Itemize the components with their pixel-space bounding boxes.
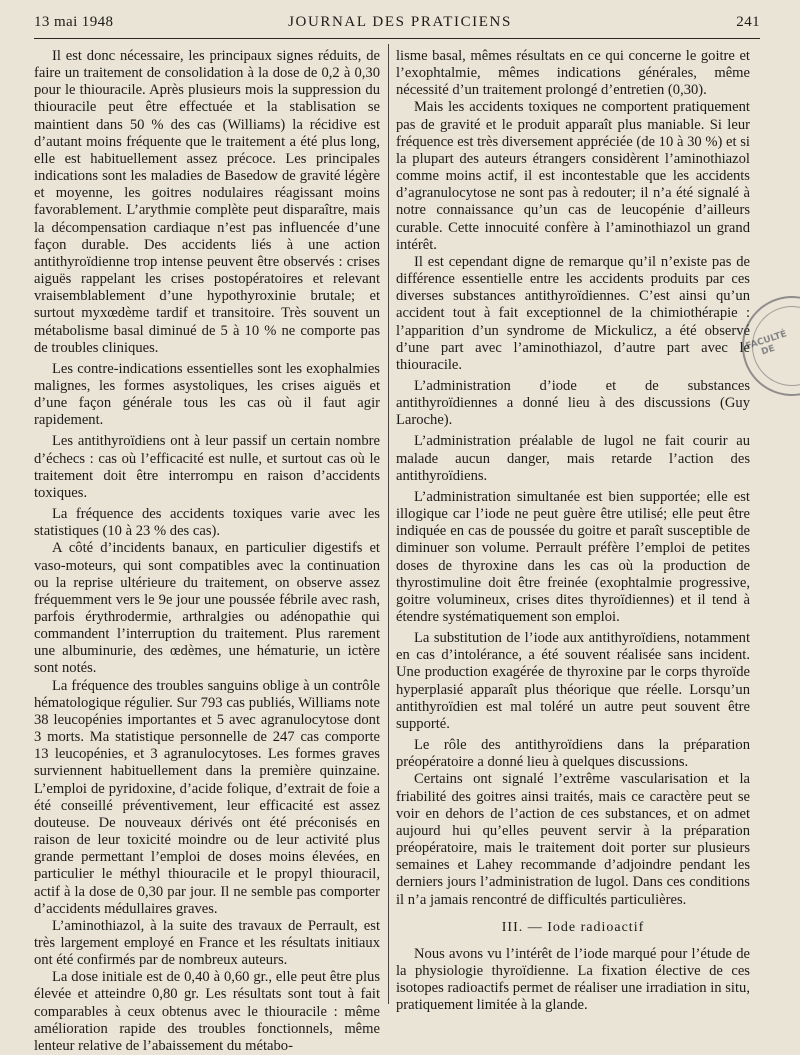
journal-title: JOURNAL DES PRATICIENS: [288, 14, 512, 30]
paragraph: L’administration préalable de lugol ne fait courir au malade aucun danger, mais retarde l’action des antithyroïdiens.: [396, 433, 750, 484]
paragraph: La fréquence des accidents toxiques varie avec les statistiques (10 à 23 % des cas).: [34, 506, 380, 540]
paragraph: Les contre-indications essentielles sont les exophalmies malignes, les formes asystoliques, les crises aiguës et d’une façon générale tous les cas où il faut agir rapidement.: [34, 360, 380, 429]
paragraph: Nous avons vu l’intérêt de l’iode marqué pour l’étude de la physiologie thyroïdienne. La fixation élective de ces isotopes radioactifs permet de réaliser une irradiation in situ, pratiquement limitée à la glande.: [396, 945, 750, 1014]
paragraph: Mais les accidents toxiques ne comportent pratiquement pas de gravité et le produit apparaît plus maniable. Si leur fréquence est très diversement appréciée (de 10 à 30 %) et si la plupart des auteurs étrangers considèrent l’aminothiazol comme moins actif, il est incontestable que les accidents d’agranulocytose ne sont pas à redouter; il n’a été signalé à notre connaissance qu’un cas de leucopénie d’ailleurs curable. Cette innocuité confère à l’aminothiazol un grand intérêt.: [396, 99, 750, 253]
right-column: [396, 48, 750, 1014]
paragraph: L’administration simultanée est bien supportée; elle est illogique car l’iode ne peut guère être utilisé; elle peut être indiquée en cas de poussée du goitre et paraît susceptible de diminuer son volume. Perrault préfère l’emploi de petites doses de thyroxine dans les cas où la production de thyrostimuline doit être freinée (exophtalmie progressive, goitre volumineux, crises dites thyroïdiennes) et il tend à étendre systématiquement son emploi.: [396, 488, 750, 625]
paragraph: Les antithyroïdiens ont à leur passif un certain nombre d’échecs : cas où l’efficacité est nulle, et surtout cas où le traitement doit être interrompu en raison d’accidents toxiques.: [34, 433, 380, 501]
paragraph: lisme basal, mêmes résultats en ce qui concerne le goitre et l’exophtalmie, mêmes indications générales, même nécessité d’un traitement prolongé d’entretien (0,30).: [396, 48, 750, 99]
paragraph: La dose initiale est de 0,40 à 0,60 gr., elle peut être plus élevée et atteindre 0,80 gr. Les résultats sont tout à fait comparables à ceux obtenus avec le thiouracile : même amélioration rapide des troubles fonctionnels, même lenteur relative de l’abaissement du métabo-: [34, 969, 380, 1054]
left-column: [34, 48, 380, 1055]
page-header: [0, 14, 800, 36]
section-heading: III. — Iode radioactif: [501, 919, 645, 935]
paragraph: L’administration d’iode et de substances antithyroïdiennes a donné lieu à des discussions (Guy Laroche).: [396, 377, 750, 429]
paragraph: La substitution de l’iode aux antithyroïdiens, notamment en cas d’intolérance, a été souvent réalisée sans incident. Une production exagérée de thyroxine par le corps thyroïde hyperplasié apparaît plus théorique que réelle. Lorsqu’un antithyroïdien est mal toléré un autre peut souvent être supporté.: [396, 630, 750, 732]
paragraph: La fréquence des troubles sanguins oblige à un contrôle hématologique régulier. Sur 793 cas publiés, Williams note 38 leucopénies importantes et 5 avec agranulocytose dont 3 morts. Ma statistique personnelle de 247 cas comporte 13 leucopénies, et 3 agranulocytoses. Les formes graves surviennent habituellement dans la première quinzaine. L’emploi de pyridoxine, d’acide folique, d’extrait de foie a été conseillé préventivement, leur efficacité est assez douteuse. De nouveaux dérivés ont été préconisés en raison de leur toxicité moindre ou de leur activité plus grande permettant l’emploi de doses moins élevées, en particulier le méthyl thiouracile et le propyl thiouracil, actif à la dose de 0,30 par jour. Il ne semble pas comporter d’accidents médullaires graves.: [34, 677, 380, 917]
header-rule: [34, 38, 760, 39]
page-number: 241: [736, 14, 760, 30]
paragraph: A côté d’incidents banaux, en particulier digestifs et vaso-moteurs, qui sont compatibles avec la continuation ou la reprise ultérieure du traitement, on observe assez fréquemment vers le 9e jour une poussée fébrile avec rash, parfois érythrodermie, arthralgies ou adénopathie qui commandent l’interruption du traitement. Plus rarement une albuminurie, des œdèmes, une hématurie, un ictère sont notés.: [34, 540, 380, 677]
column-divider: [388, 44, 389, 1004]
paragraph: L’aminothiazol, à la suite des travaux de Perrault, est très largement employé en France et les résultats initiaux ont été confirmés par de nombreux auteurs.: [34, 917, 380, 969]
paragraph: Le rôle des antithyroïdiens dans la préparation préopératoire a donné lieu à quelques discussions.: [396, 737, 750, 771]
issue-date: 13 mai 1948: [34, 14, 114, 30]
paragraph: Il est donc nécessaire, les principaux signes réduits, de faire un traitement de consolidation à la dose de 0,2 à 0,30 pour le thiouracile. Après plusieurs mois la suppression du thiouracile peut être effectuée et la stablisation se maintient dans 50 % des cas (Williams) la récidive est d’autant moins fréquente que le traitement a été plus long, elle est habituellement assez précoce. Les principales indications sont les maladies de Basedow de gravité légère et moyenne, les goitres nodulaires réagissant moins favorablement. L’arythmie complète peut disparaître, mais la décompensation cardiaque n’est pas influencée d’une façon durable. Des accidents liés à une action antithyroïdienne trop intense peuvent être observés : crises aiguës rappelant les crises postopératoires et relevant vraisemblablement d’une hypothyroxinie brutale; et surtout myxœdème tardif et transitoire. Très souvent un métabolisme basal diminué de 5 à 10 % ne comporte pas de troubles cliniques.: [34, 48, 380, 356]
stamp-text: FACULTÉ DE: [744, 329, 789, 358]
paragraph: Il est cependant digne de remarque qu’il n’existe pas de différence essentielle entre les accidents produits par ces diverses substances antithyroïdiennes. C’est ainsi qu’un accident tout à fait exceptionnel de la chimiothérapie : l’apparition d’un syndrome de Mickulicz, a été observé d’une part avec l’aminothiazol, d’autre part avec le thiouracile.: [396, 253, 750, 373]
paragraph: Certains ont signalé l’extrême vascularisation et la friabilité des goitres ainsi traités, mais ce caractère peut se voir en dehors de l’action de ces substances, et on admet aujourd hui qu’elles peuvent servir à la préparation préopératoire, mais le traitement doit porter sur plusieurs semaines et Lahey recommande d’adjoindre pendant les derniers jours l’administration de lugol. Dans ces conditions il n’a jamais rencontré de difficultés particulières.: [396, 771, 750, 908]
